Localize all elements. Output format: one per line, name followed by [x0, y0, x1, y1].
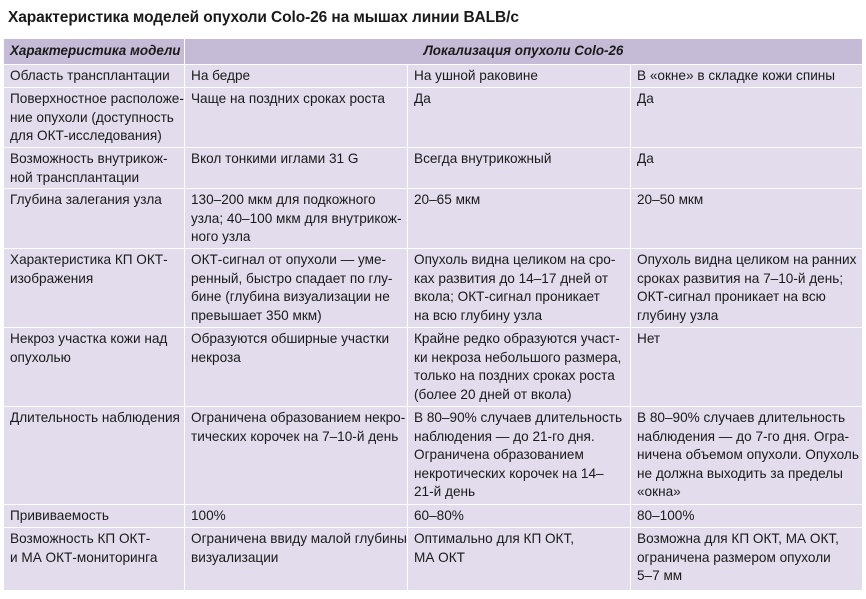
table-row — [4, 528, 862, 590]
row-label: Возможность КП ОКТ- и МА ОКТ-мониторинга — [10, 531, 158, 565]
cell-ear: Да — [414, 91, 431, 106]
cell-ear: 20–65 мкм — [414, 192, 481, 207]
cell-thigh: 130–200 мкм для подкожного узла; 40–100 мкм для внутрикож- ного узла — [191, 192, 402, 245]
cell-thigh: Ограничена образованием некро- тических корочек на 7–10-й день — [191, 410, 406, 444]
row-label: Некроз участка кожи над опухолью — [10, 331, 168, 365]
cell-thigh: На бедре — [191, 68, 251, 83]
column-divider — [630, 65, 631, 590]
cell-ear: 60–80% — [414, 508, 464, 523]
table-row — [4, 328, 862, 406]
cell-ear: Всегда внутрикожный — [414, 151, 552, 166]
row-label: Характеристика КП ОКТ- изображения — [10, 252, 168, 286]
table-row — [4, 148, 862, 188]
cell-window: В 80–90% случаев длительность наблюдения — до 7-го дня. Огра- ничена объемом опухоли. Опухоль не должна выходить за пределы «окна» — [637, 410, 859, 500]
cell-thigh: ОКТ-сигнал от опухоли — уме- ренный, быстро спадает по глу- бине (глубина визуализации не превышает 350 мкм) — [191, 252, 393, 323]
cell-thigh: Образуются обширные участки некроза — [191, 331, 390, 365]
table-title: Характеристика моделей опухоли Colo-26 на мышах линии BALB/c — [8, 9, 519, 26]
cell-thigh: Вкол тонкими иглами 31 G — [191, 151, 359, 166]
header-characteristic: Характеристика модели — [10, 43, 181, 58]
row-label: Возможность внутрикож- ной трансплантации — [10, 151, 168, 185]
cell-window: Да — [637, 91, 654, 106]
header-localization: Локализация опухоли Colo-26 — [423, 43, 624, 58]
row-label: Длительность наблюдения — [10, 410, 180, 425]
table-row — [4, 65, 862, 87]
row-label: Глубина залегания узла — [10, 192, 162, 207]
column-divider — [407, 65, 408, 590]
table-header-row — [4, 39, 862, 64]
cell-window: Да — [637, 151, 654, 166]
cell-window: Возможна для КП ОКТ, МА ОКТ, ограничена размером опухоли 5–7 мм — [637, 531, 839, 584]
cell-ear: На ушной раковине — [414, 68, 538, 83]
cell-window: Нет — [637, 331, 661, 346]
row-label: Поверхностное расположе- ние опухоли (доступность для ОКТ-исследования) — [10, 91, 184, 144]
table-row — [4, 407, 862, 504]
cell-ear: Крайне редко образуются участ- ки некроза небольшого размера, только на поздних сроках роста (более 20 дней от вкола) — [414, 331, 622, 402]
cell-thigh: Ограничена ввиду малой глубины визуализации — [191, 531, 407, 565]
cell-window: В «окне» в складке кожи спины — [637, 68, 836, 83]
column-divider — [184, 39, 185, 590]
cell-ear: Оптимально для КП ОКТ, МА ОКТ — [414, 531, 575, 565]
cell-ear: В 80–90% случаев длительность наблюдения — до 21-го дня. Ограничена образованием некротических корочек на 14– 21-й день — [414, 410, 623, 500]
cell-thigh: Чаще на поздних сроках роста — [191, 91, 385, 106]
table-row — [4, 88, 862, 147]
cell-ear: Опухоль видна целиком на сро- ках развития до 14–17 дней от вкола; ОКТ-сигнал проникает на всю глубину узла — [414, 252, 616, 323]
cell-window: Опухоль видна целиком на ранних сроках развития на 7–10-й день; ОКТ-сигнал проникает на всю глубину узла — [637, 252, 857, 323]
row-label: Прививаемость — [10, 508, 109, 523]
table-row — [4, 249, 862, 327]
row-label: Область трансплантации — [10, 68, 170, 83]
table-row — [4, 505, 862, 527]
table-row — [4, 189, 862, 248]
cell-window: 80–100% — [637, 508, 695, 523]
cell-thigh: 100% — [191, 508, 226, 523]
cell-window: 20–50 мкм — [637, 192, 704, 207]
